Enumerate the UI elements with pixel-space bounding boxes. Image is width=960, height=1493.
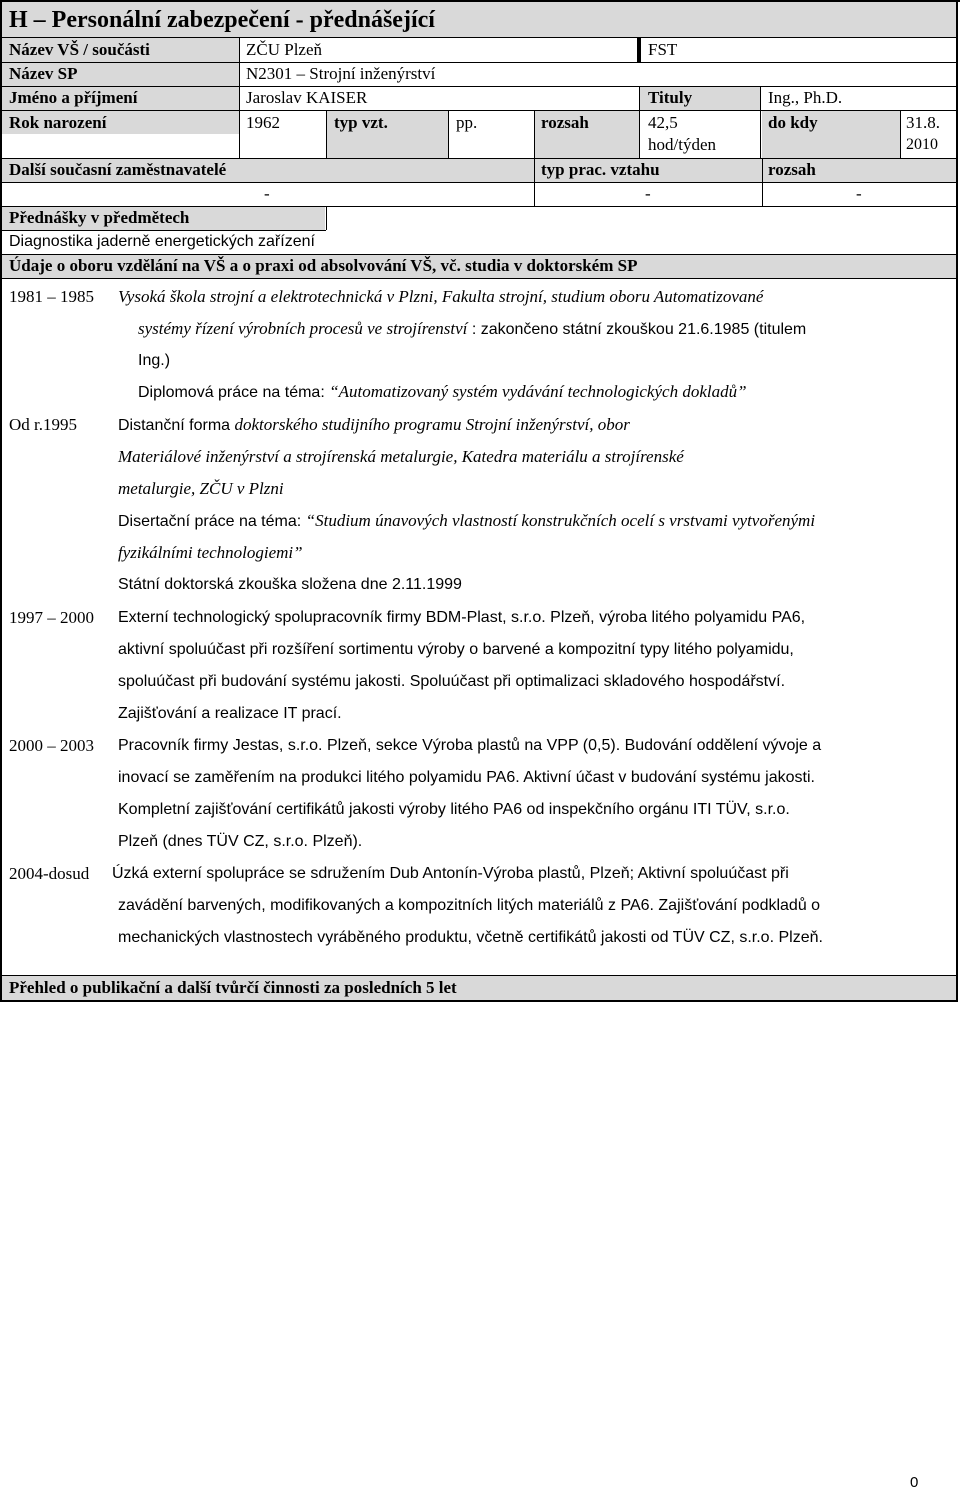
- birth-label: Rok narození: [9, 113, 107, 132]
- hline: [0, 206, 958, 207]
- phd-years: Od r.1995: [9, 415, 77, 434]
- other-employers-label: Další současní zaměstnavatelé: [9, 160, 227, 179]
- job3-years: 2004-dosud: [9, 864, 90, 883]
- program-label: Název SP: [9, 64, 78, 83]
- hline: [0, 1000, 958, 1002]
- hline: [0, 230, 326, 231]
- vline: [448, 110, 449, 158]
- job2-line-3: Kompletní zajišťování certifikátů jakosti výroby litého PA6 od inspekčního orgánu ITI TÜV, s.r.o.: [118, 801, 790, 818]
- edu-line-3: Ing.): [138, 352, 171, 369]
- job3-line-1: Úzká externí spolupráce se sdružením Dub Antonín-Výroba plastů, Plzeň; Aktivní spoluúčast při: [112, 865, 789, 882]
- dash-employer: -: [264, 184, 270, 203]
- job2-years: 2000 – 2003: [9, 736, 94, 755]
- titles-value: Ing., Ph.D.: [768, 88, 843, 107]
- hline: [0, 182, 958, 183]
- page-title: H – Personální zabezpečení - přednášející: [9, 7, 435, 33]
- lectures-label: Přednášky v předmětech: [9, 208, 190, 227]
- phd-line-1: [118, 414, 630, 437]
- edu-years-1: 1981 – 1985: [9, 287, 94, 306]
- until-label: do kdy: [768, 113, 818, 132]
- vline: [326, 206, 327, 230]
- titles-label: Tituly: [648, 88, 693, 107]
- phd-line-2: Materiálové inženýrství a strojírenská metalurgie, Katedra materiálu a strojírenské: [118, 447, 684, 466]
- job3-line-2: zavádění barvených, modifikovaných a kompozitních litých materiálů z PA6. Zajišťování podkladů o: [118, 897, 821, 914]
- phd-line-3: metalurgie, ZČU v Plzni: [118, 479, 284, 498]
- vline: [639, 86, 640, 158]
- faculty-value: FST: [648, 40, 678, 59]
- job3-line-3: mechanických vlastnostech vyráběného produktu, včetně certifikátů jakosti od TÜV CZ, s.r.o. Plzeň.: [118, 929, 823, 946]
- phd-line-4: [118, 510, 815, 533]
- hline: [0, 62, 958, 63]
- birth-value: 1962: [246, 113, 280, 132]
- job2-line-2: inovací se zaměřením na produkci litého polyamidu PA6. Aktivní účast v budování systému jakosti.: [118, 769, 815, 786]
- table-border-right: [956, 0, 958, 1002]
- lectures-value: Diagnostika jaderně energetických zařízení: [9, 233, 315, 250]
- job1-line-3: spoluúčast při budování systému jakosti. Spoluúčast při optimalizaci skladového hospodářství.: [118, 673, 786, 690]
- school-value: ZČU Plzeň: [246, 40, 323, 59]
- until-value: 31.8.: [906, 113, 940, 132]
- phd-form: Distanční forma: [118, 417, 235, 434]
- name-label: Jméno a příjmení: [9, 88, 138, 107]
- hline: [0, 158, 958, 159]
- phd-line-5: fyzikálními technologiemi”: [118, 543, 303, 562]
- education-label: Údaje o oboru vzdělání na VŠ a o praxi od absolvování VŠ, vč. studia v doktorském SP: [9, 256, 638, 275]
- school-label: Název VŠ / součásti: [9, 40, 150, 59]
- hline: [0, 110, 958, 111]
- vline: [534, 110, 535, 206]
- edu-line-4: [138, 381, 747, 404]
- program-value: N2301 – Strojní inženýrství: [246, 64, 436, 83]
- page-number: 0: [910, 1474, 919, 1491]
- contract-label: typ vzt.: [334, 113, 388, 132]
- phd-program: doktorského studijního programu Strojní inženýrství, obor: [234, 415, 630, 434]
- work-type-label: typ prac. vztahu: [541, 160, 660, 179]
- hline: [0, 37, 958, 38]
- thesis-title: “Automatizovaný systém vydávání technologických dokladů”: [329, 382, 747, 401]
- dissertation-label: Disertační práce na téma:: [118, 513, 306, 530]
- scope2-label: rozsah: [768, 160, 816, 179]
- vline: [900, 110, 901, 158]
- hline: [0, 86, 958, 87]
- edu-line-2: [138, 318, 806, 341]
- job2-line-4: Plzeň (dnes TÜV CZ, s.r.o. Plzeň).: [118, 833, 363, 850]
- hline: [0, 254, 958, 255]
- job1-line-1: Externí technologický spolupracovník firmy BDM-Plast, s.r.o. Plzeň, výroba litého polyamidu PA6,: [118, 609, 806, 626]
- table-border-top: [0, 0, 960, 2]
- vline: [239, 37, 240, 158]
- scope-label: rozsah: [541, 113, 589, 132]
- publications-label: Přehled o publikační a další tvůrčí činnosti za posledních 5 let: [9, 978, 457, 997]
- job1-line-4: Zajišťování a realizace IT prací.: [118, 705, 342, 722]
- hline: [0, 975, 958, 976]
- thesis-label: Diplomová práce na téma:: [138, 384, 330, 401]
- edu-line-1: Vysoká škola strojní a elektrotechnická v Plzni, Fakulta strojní, studium oboru Automatizované: [118, 287, 764, 306]
- until-year: 2010: [906, 136, 938, 153]
- contract-value: pp.: [456, 113, 478, 132]
- job1-line-2: aktivní spoluúčast při rozšíření sortimentu výroby o barvené a kompozitní typy litého polyamidu,: [118, 641, 794, 658]
- dash-scope: -: [856, 184, 862, 203]
- scope-value: 42,5: [648, 113, 678, 132]
- dash-work-type: -: [645, 184, 651, 203]
- vline: [326, 110, 327, 158]
- name-value: Jaroslav KAISER: [246, 88, 368, 107]
- edu-line-2-rest: : zakončeno státní zkouškou 21.6.1985 (titulem: [467, 321, 807, 338]
- dissertation-title: “Studium únavových vlastností konstrukčních ocelí s vrstvami vytvořenými: [305, 511, 816, 530]
- edu-line-2-italic: systémy řízení výrobních procesů ve strojírenství: [138, 319, 468, 338]
- table-border-left: [0, 0, 2, 1002]
- vline: [760, 86, 761, 158]
- hline: [0, 278, 958, 279]
- job2-line-1: Pracovník firmy Jestas, s.r.o. Plzeň, sekce Výroba plastů na VPP (0,5). Budování oddělení vývoje a: [118, 737, 822, 754]
- vline-fst: [637, 38, 641, 62]
- vline: [762, 158, 763, 206]
- phd-line-6: Státní doktorská zkouška složena dne 2.11.1999: [118, 576, 462, 593]
- scope-unit: hod/týden: [648, 135, 716, 154]
- job1-years: 1997 – 2000: [9, 608, 94, 627]
